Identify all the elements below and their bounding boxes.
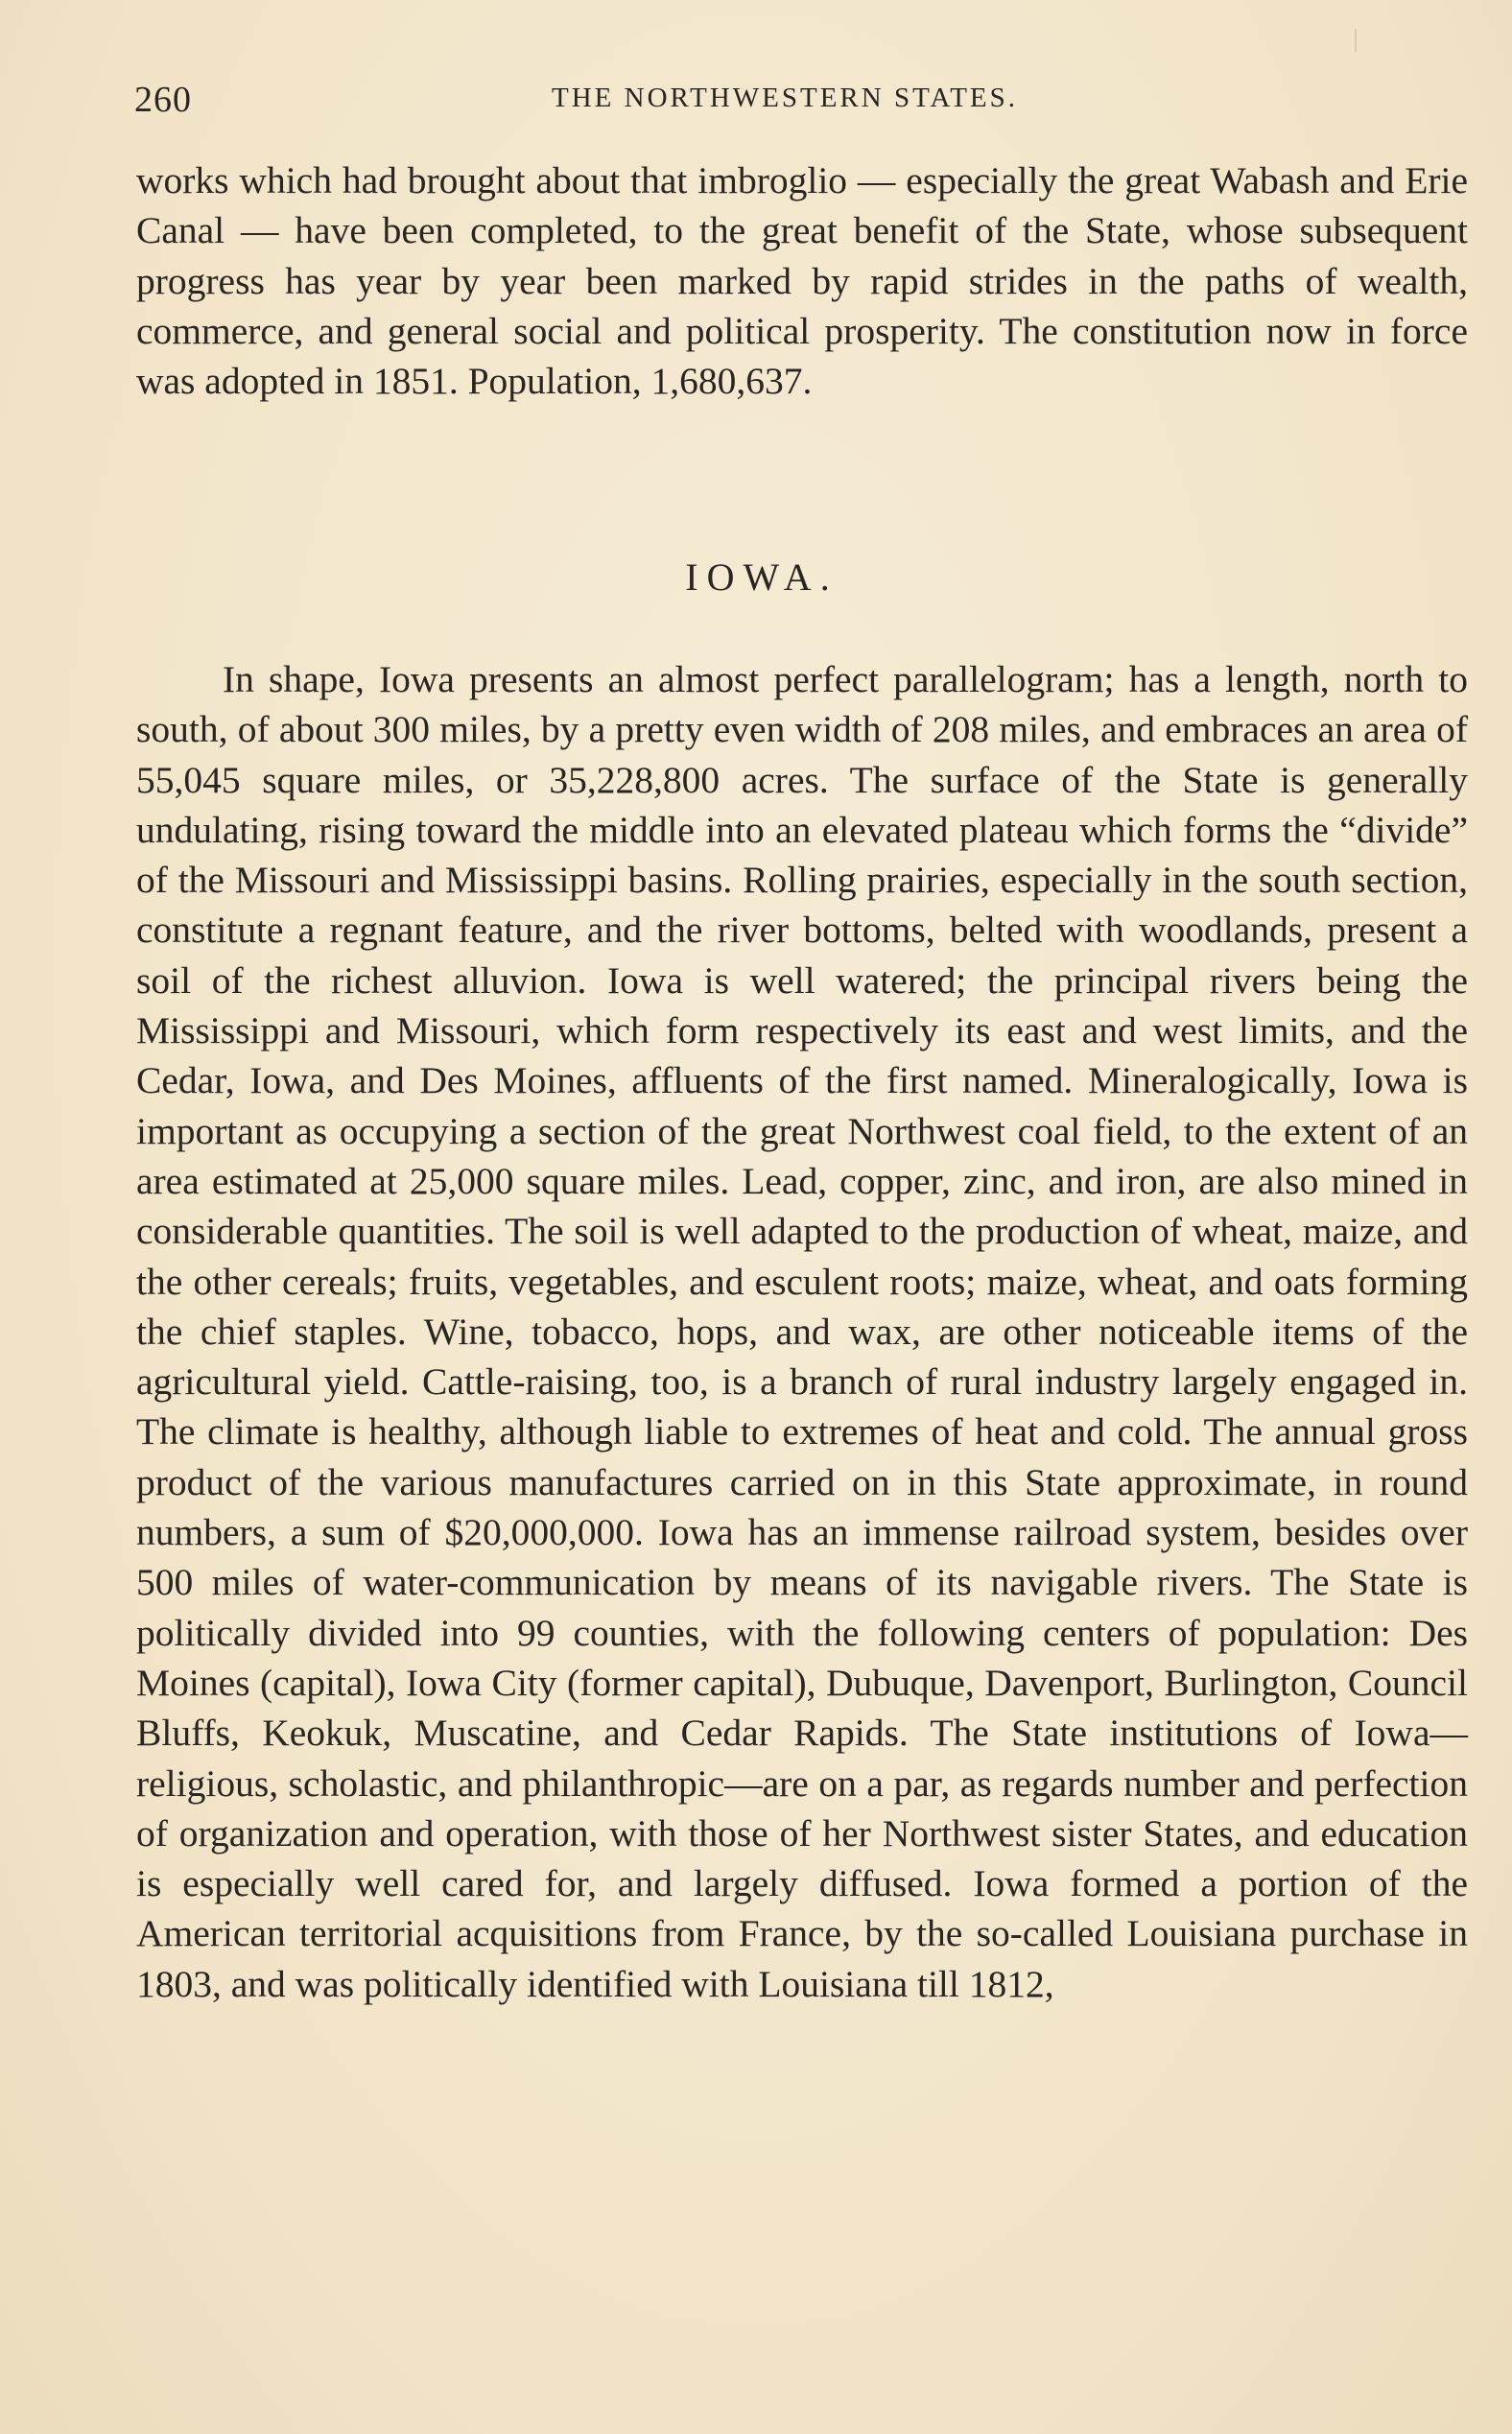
section-heading: IOWA. [685,555,839,599]
lead-paragraph: works which had brought about that imbroglio — especially the great Wabash and Erie Canal — have been completed, to the great benefit of the State, whose subsequent progress has year by year been marked by rapid strides in the paths of wealth, commerce, and general social and political prosperity. The constitution now in force was adopted in 1851. Population, 1,680,637. [136,159,1468,403]
page-edge-mark [1355,29,1357,52]
page-number: 260 [134,80,192,120]
running-head [134,79,1468,127]
section-body-paragraph: In shape, Iowa presents an almost perfect parallelogram; has a length, north to south, of about 300 miles, by a pretty even width of 208 miles, and embraces an area of 55,045 square miles, or 35,228,800 acres. The surface of the State is generally undulating, rising toward the middle into an elevated plateau which forms the “divide” of the Missouri and Mississippi basins. Rolling prairies, especially in the south section, constitute a regnant feature, and the river bottoms, belted with woodlands, present a soil of the richest alluvion. Iowa is well watered; the principal rivers being the Mississippi and Missouri, which form respectively its east and west limits, and the Cedar, Iowa, and Des Moines, affluents of the first named. Mineralogically, Iowa is important as occupying a section of the great Northwest coal field, to the extent of an area estimated at 25,000 square miles. Lead, copper, zinc, and iron, are also mined in considerable quantities. The soil is well adapted to the production of wheat, maize, and the other cereals; fruits, vegetables, and esculent roots; maize, wheat, and oats forming the chief staples. Wine, tobacco, hops, and wax, are other noticeable items of the agricultural yield. Cattle-raising, too, is a branch of rural industry largely engaged in. The climate is healthy, although liable to extremes of heat and cold. The annual gross product of the various manufactures carried on in this State approximate, in round numbers, a sum of $20,000,000. Iowa has an immense railroad system, besides over 500 miles of water-communication by means of its navigable rivers. The State is politically divided into 99 counties, with the following centers of population: Des Moines (capital), Iowa City (former capital), Dubuque, Davenport, Burlington, Council Bluffs, Keokuk, Muscatine, and Cedar Rapids. The State institutions of Iowa—religious, scholastic, and philanthropic—are on a par, as regards number and perfection of organization and operation, with those of her Northwest sister States, and education is especially well cared for, and largely diffused. Iowa formed a portion of the American territorial acquisitions from France, by the so-called Louisiana purchase in 1803, and was politically identified with Louisiana till 1812, [136,658,1468,2005]
running-title: THE NORTHWESTERN STATES. [552,83,1019,113]
